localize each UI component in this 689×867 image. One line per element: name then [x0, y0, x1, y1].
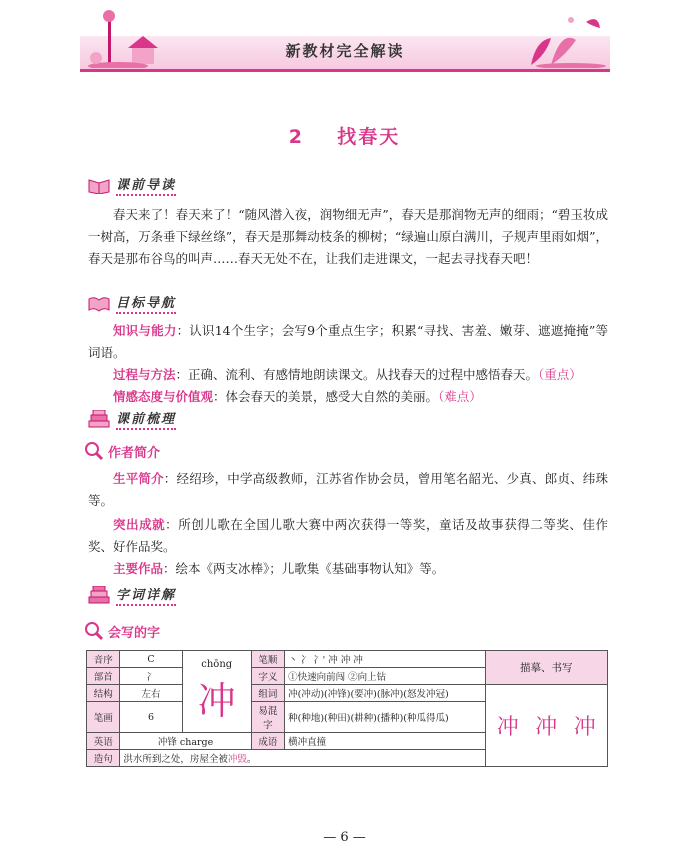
- author-works: [88, 558, 608, 580]
- copy-char: 冲: [535, 715, 558, 740]
- books-stack-icon: [88, 586, 110, 604]
- char-strokes: 6: [120, 702, 182, 733]
- goal-label: 知识与能力: [113, 323, 177, 338]
- goal-text: ：认识14个生字；会写9个重点生字；积累“寻找、害羞、嫩芽、遮遮掩掩”等词语。: [88, 323, 608, 360]
- author-text: ：经绍珍，中学高级教师，江苏省作协会员，曾用笔名韶光、少真、郎贞、纬珠等。: [88, 471, 608, 508]
- magnifier-icon: [84, 441, 104, 461]
- copy-chars: [489, 710, 605, 741]
- author-label: 突出成就: [113, 517, 166, 532]
- char-idiom: 横冲直撞: [285, 733, 485, 750]
- goal-emotion: [88, 386, 608, 408]
- char-pinyin: chōng: [201, 658, 233, 670]
- label-english: 英语: [87, 733, 120, 750]
- label-meaning: 字义: [251, 668, 284, 685]
- label-order: 音序: [87, 651, 120, 668]
- page-number: — 6 —: [323, 830, 366, 845]
- copy-char: 冲: [496, 715, 519, 740]
- label-stroke-order: 笔顺: [251, 651, 284, 668]
- char-display: [182, 651, 251, 733]
- label-strokes: 笔画: [87, 702, 120, 733]
- label-copy: 描摹、书写: [485, 651, 608, 685]
- subsection-author-title: 作者简介: [108, 445, 161, 461]
- sentence-prefix: 洪水所到之处，房屋全被: [123, 754, 228, 765]
- author-label: 生平简介: [113, 471, 164, 486]
- section-vocab: [88, 584, 176, 606]
- author-life: [88, 468, 608, 512]
- label-words: 组词: [251, 685, 284, 702]
- open-book-icon: [88, 294, 110, 312]
- label-idiom: 成语: [251, 733, 284, 750]
- lesson-title: [0, 122, 689, 149]
- preview-text: 春天来了！春天来了！“随风潜入夜，润物细无声”，春天是那润物无声的细雨；“碧玉妆成一树高，万条垂下绿丝绦”，春天是那舞动枝条的柳树；“绿遍山原白满川，子规声里雨如烟”，春天是那布谷鸟的叫声……春天无处不在，让我们走进课文，一起去寻找春天吧！: [88, 207, 608, 266]
- character-table: [86, 650, 608, 767]
- section-goals: [88, 292, 176, 314]
- section-review-title: 课前梳理: [116, 408, 176, 430]
- author-text: ：所创儿歌在全国儿歌大赛中两次获得一等奖，童话及故事获得二等奖、佳作奖、好作品奖。: [88, 517, 608, 554]
- goal-process: [88, 364, 608, 386]
- char-meaning: ①快速向前闯 ②向上钻: [285, 668, 485, 685]
- char-big: 冲: [197, 678, 236, 723]
- book-icon: [88, 176, 110, 194]
- books-stack-icon: [88, 410, 110, 428]
- char-words: 冲(冲动)(冲锋)(要冲)(脉冲)(怒发冲冠): [285, 685, 485, 702]
- goal-label: 过程与方法: [113, 367, 176, 382]
- goal-tag: （难点）: [438, 389, 482, 404]
- subsection-writing-title: 会写的字: [108, 625, 161, 641]
- goal-label: 情感态度与价值观: [113, 389, 214, 404]
- label-sentence: 造句: [87, 750, 120, 767]
- section-vocab-title: 字词详解: [116, 584, 176, 606]
- author-label: 主要作品: [113, 561, 164, 576]
- copy-area: [485, 685, 608, 767]
- lesson-name: 找春天: [337, 126, 401, 148]
- char-order: C: [120, 651, 182, 668]
- goal-knowledge: [88, 320, 608, 364]
- label-radical: 部首: [87, 668, 120, 685]
- section-preview-title: 课前导读: [116, 174, 176, 196]
- char-confusable: 种(种地)(种田)(耕种)(播种)(种瓜得瓜): [285, 702, 485, 733]
- char-sentence: [120, 750, 485, 767]
- section-review: [88, 408, 176, 430]
- subsection-writing: [84, 620, 160, 642]
- section-preview: [88, 174, 176, 196]
- page-header: [80, 0, 610, 72]
- goal-text: ：正确、流利、有感情地朗读课文。从找春天的过程中感悟春天。: [175, 367, 539, 382]
- goal-tag: （重点）: [538, 367, 582, 382]
- magnifier-icon: [84, 621, 104, 641]
- copy-char: 冲: [573, 715, 596, 740]
- sentence-highlight: 冲毁: [227, 754, 247, 765]
- label-confusable: 易混字: [251, 702, 284, 733]
- goal-text: ：体会春天的美景，感受大自然的美丽。: [213, 389, 439, 404]
- lesson-number: 2: [288, 126, 304, 148]
- book-title: 新教材完全解读: [285, 42, 405, 60]
- author-text: ：绘本《两支冰棒》；儿歌集《基础事物认知》等。: [163, 561, 445, 576]
- char-structure: 左右: [120, 685, 182, 702]
- char-english: 冲锋 charge: [120, 733, 251, 750]
- subsection-author: [84, 440, 160, 462]
- section-goals-title: 目标导航: [116, 292, 176, 314]
- label-structure: 结构: [87, 685, 120, 702]
- sentence-suffix: 。: [246, 754, 257, 765]
- char-stroke-order: 丶 冫 冫' 冲 冲 冲: [285, 651, 485, 668]
- author-achievement: [88, 514, 608, 558]
- char-radical: 冫: [120, 668, 182, 685]
